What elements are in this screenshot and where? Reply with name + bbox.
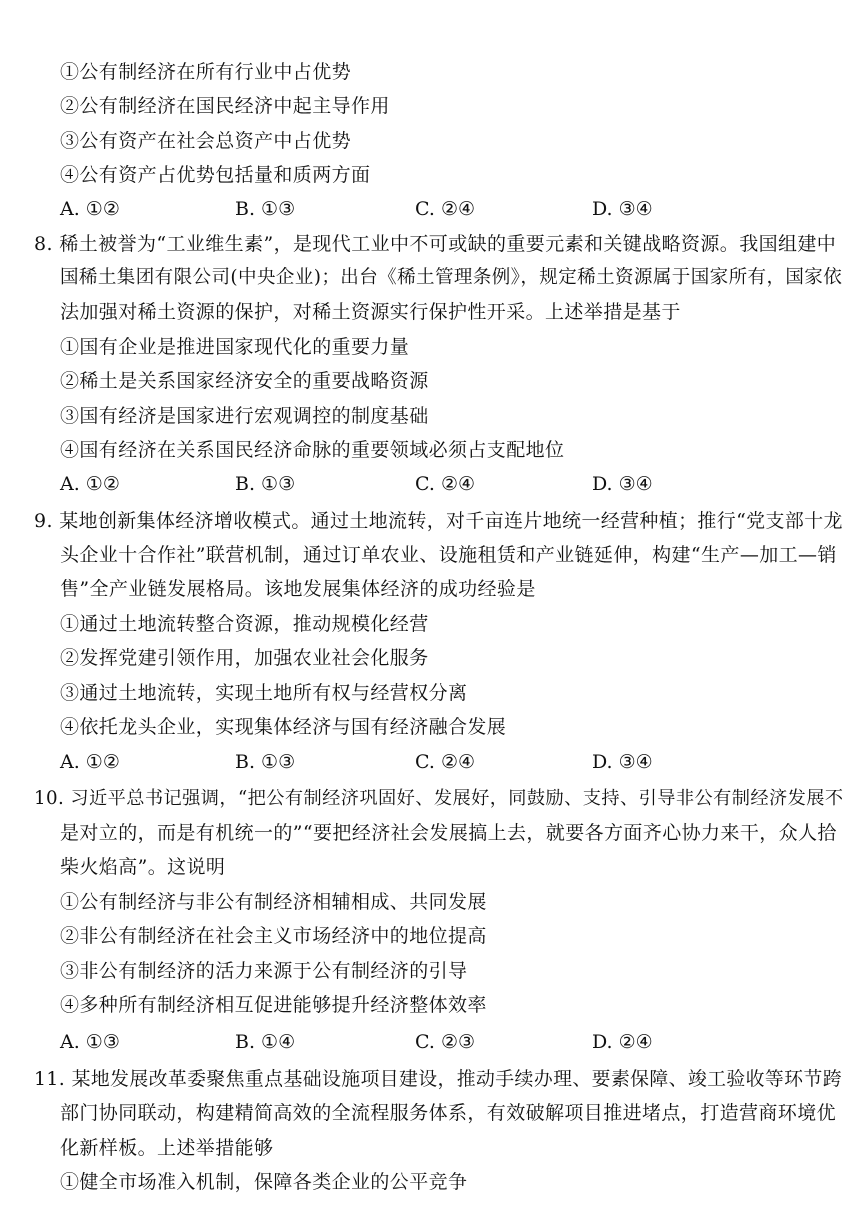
q9-choice-d: D. ③④ bbox=[592, 751, 653, 773]
q10-stem-line-2: 是对立的，而是有机统一的”“要把经济社会发展搞上去，就要各方面齐心协力来干，众人拾 bbox=[60, 822, 837, 844]
q8-stem-line-3: 法加强对稀土资源的保护，对稀土资源实行保护性开采。上述举措是基于 bbox=[60, 301, 681, 323]
q8-option-1: ①国有企业是推进国家现代化的重要力量 bbox=[60, 336, 410, 358]
q10-option-1: ①公有制经济与非公有制经济相辅相成、共同发展 bbox=[60, 891, 487, 913]
q10-choice-b: B. ①④ bbox=[235, 1031, 296, 1053]
q8-option-2: ②稀土是关系国家经济安全的重要战略资源 bbox=[60, 370, 429, 392]
q10-choice-d: D. ②④ bbox=[592, 1031, 653, 1053]
q8-choice-d: D. ③④ bbox=[592, 473, 653, 495]
q9-stem-line-2: 头企业十合作社”联营机制，通过订单农业、设施租赁和产业链延伸，构建“生产—加工—销 bbox=[60, 544, 837, 566]
q9-option-1: ①通过土地流转整合资源，推动规模化经营 bbox=[60, 613, 429, 635]
q10-option-4: ④多种所有制经济相互促进能够提升经济整体效率 bbox=[60, 994, 487, 1016]
q7-option-2: ②公有制经济在国民经济中起主导作用 bbox=[60, 95, 390, 117]
q9-choice-a: A. ①② bbox=[60, 751, 120, 773]
q8-choice-a: A. ①② bbox=[60, 473, 120, 495]
q10-choice-c: C. ②③ bbox=[415, 1031, 476, 1053]
q9-option-4: ④依托龙头企业，实现集体经济与国有经济融合发展 bbox=[60, 716, 507, 738]
q7-option-4: ④公有资产占优势包括量和质两方面 bbox=[60, 164, 371, 186]
q9-stem-line-1: 9. 某地创新集体经济增收模式。通过土地流转，对千亩连片地统一经营种植；推行“党支部十龙 bbox=[34, 510, 843, 532]
q10-stem-line-1: 10. 习近平总书记强调，“把公有制经济巩固好、发展好，同鼓励、支持、引导非公有制经济发展不 bbox=[34, 788, 844, 809]
q9-choice-b: B. ①③ bbox=[235, 751, 296, 773]
q10-choice-a: A. ①③ bbox=[60, 1031, 120, 1053]
q9-choice-c: C. ②④ bbox=[415, 751, 476, 773]
q11-option-1: ①健全市场准入机制，保障各类企业的公平竞争 bbox=[60, 1171, 468, 1193]
q7-option-1: ①公有制经济在所有行业中占优势 bbox=[60, 61, 352, 83]
q9-stem-line-3: 售”全产业链发展格局。该地发展集体经济的成功经验是 bbox=[60, 578, 536, 600]
q9-option-3: ③通过土地流转，实现土地所有权与经营权分离 bbox=[60, 682, 468, 704]
q10-stem-line-3: 柴火焰高”。这说明 bbox=[60, 856, 226, 878]
q8-stem-line-1: 8. 稀土被誉为“工业维生素”，是现代工业中不可或缺的重要元素和关键战略资源。我国组建中 bbox=[34, 233, 837, 255]
q7-choice-a: A. ①② bbox=[60, 198, 120, 220]
q10-option-3: ③非公有制经济的活力来源于公有制经济的引导 bbox=[60, 960, 468, 982]
q7-choice-d: D. ③④ bbox=[592, 198, 653, 220]
q9-option-2: ②发挥党建引领作用，加强农业社会化服务 bbox=[60, 647, 429, 669]
q7-choice-c: C. ②④ bbox=[415, 198, 476, 220]
q11-stem-line-2: 部门协同联动，构建精简高效的全流程服务体系，有效破解项目推进堵点，打造营商环境优 bbox=[60, 1102, 837, 1124]
q8-choice-c: C. ②④ bbox=[415, 473, 476, 495]
q10-option-2: ②非公有制经济在社会主义市场经济中的地位提高 bbox=[60, 925, 487, 947]
q8-option-3: ③国有经济是国家进行宏观调控的制度基础 bbox=[60, 405, 429, 427]
q7-choice-b: B. ①③ bbox=[235, 198, 296, 220]
q7-option-3: ③公有资产在社会总资产中占优势 bbox=[60, 130, 352, 152]
q11-stem-line-1: 11. 某地发展改革委聚焦重点基础设施项目建设，推动手续办理、要素保障、竣工验收等环节跨 bbox=[34, 1068, 842, 1090]
q11-stem-line-3: 化新样板。上述举措能够 bbox=[60, 1137, 274, 1159]
q8-stem-line-2: 国稀土集团有限公司(中央企业)；出台《稀土管理条例》，规定稀土资源属于国家所有，国家依 bbox=[60, 267, 843, 288]
q8-option-4: ④国有经济在关系国民经济命脉的重要领域必须占支配地位 bbox=[60, 439, 565, 461]
q8-choice-b: B. ①③ bbox=[235, 473, 296, 495]
